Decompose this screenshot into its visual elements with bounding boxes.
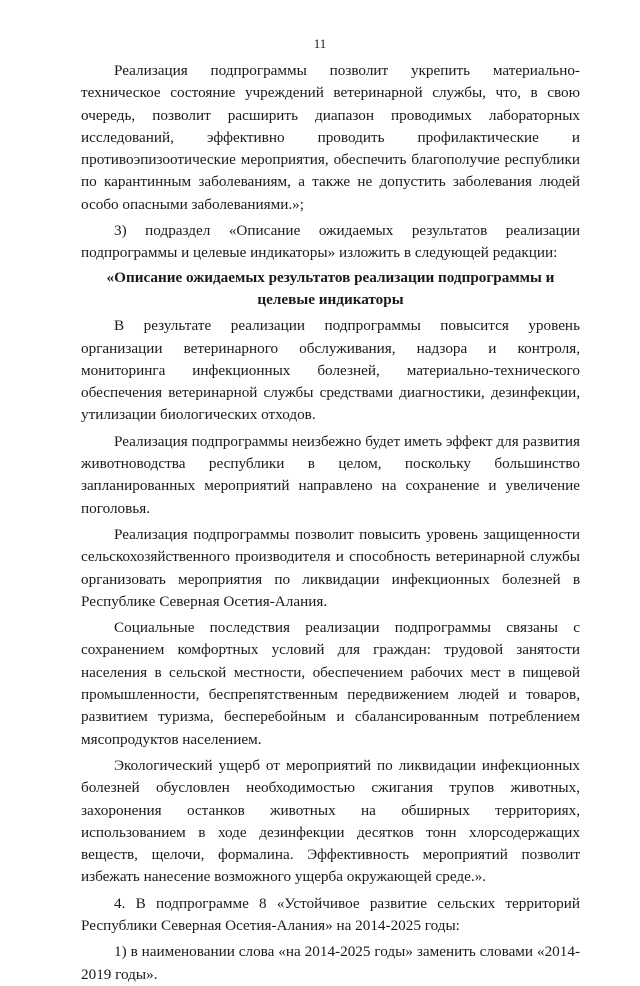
paragraph-protection-level: Реализация подпрограммы позволит повысить уровень защищенности сельскохозяйственного производителя и способность ветеринарной службы организовать мероприятия по ликвидации инфекционных болезней в Республике Северная Осетия-Алания. <box>81 525 580 610</box>
page-number: 11 <box>313 36 327 51</box>
paragraph-results-level: В результате реализации подпрограммы повысится уровень организации ветеринарного обслуживания, надзора и контроля, мониторинга инфекционных болезней, материально-технического обеспечения ветеринарной службы средствами диагностики, дезинфекции, утилизации биологических отходов. <box>81 317 580 424</box>
paragraph-veterinary-service: Реализация подпрограммы позволит укрепить материально-техническое состояние учреждений ветеринарной службы, что, в свою очередь, позволит расширить диапазон проводимых лабораторных исследований, эффективно проводить профилактические и противоэпизоотические мероприятия, обеспечить благополучие республики по карантинным заболеваниям, а также не допустить заболевания людей особо опасными заболеваниями.»; <box>81 62 580 213</box>
document-body <box>81 60 580 986</box>
paragraph-livestock-effect: Реализация подпрограммы неизбежно будет иметь эффект для развития животноводства республики в целом, поскольку большинство запланированных мероприятий направлено на сохранение и увеличение поголовья. <box>81 432 580 517</box>
paragraph-name-replacement: 1) в наименовании слова «на 2014-2025 годы» заменить словами «2014-2019 годы». <box>81 943 580 983</box>
paragraph-subprogram-8: 4. В подпрограмме 8 «Устойчивое развитие сельских территорий Республики Северная Осетия-Алания» на 2014-2025 годы: <box>81 894 580 934</box>
paragraph-ecological-damage: Экологический ущерб от мероприятий по ликвидации инфекционных болезней обусловлен необходимостью сжигания трупов животных, захоронения останков животных на обширных территориях, использованием в ходе дезинфекции десятков тонн хлорсодержащих веществ, щелочи, формалина. Эффективность мероприятий позволит избежать нанесение возможного ущерба окружающей среде.». <box>81 756 580 886</box>
paragraph-subsection-amendment: 3) подраздел «Описание ожидаемых результатов реализации подпрограммы и целевые индикаторы» изложить в следующей редакции: <box>81 222 580 262</box>
paragraph-social-consequences: Социальные последствия реализации подпрограммы связаны с сохранением комфортных условий для граждан: трудовой занятости населения в сельской местности, обеспечением рабочих мест в пищевой промышленности, беспрепятственным передвижением людей и товаров, развитием туризма, бесперебойным и сбалансированным потреблением мясопродуктов населением. <box>81 619 580 748</box>
section-heading: «Описание ожидаемых результатов реализации подпрограммы и целевые индикаторы <box>106 268 555 308</box>
